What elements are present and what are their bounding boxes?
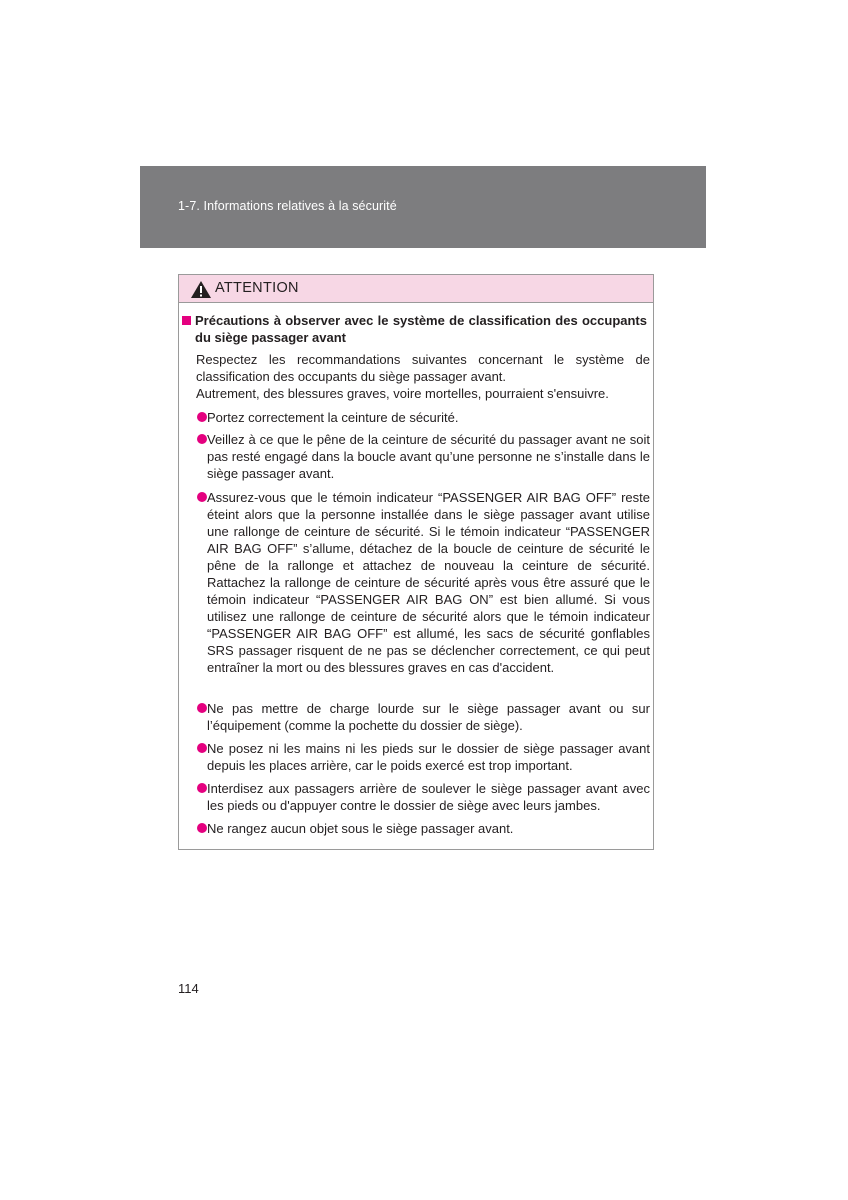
list-item: Veillez à ce que le pêne de la ceinture de sécurité du passager avant ne soit pas resté engagé dans la boucle avant qu’une personne ne s’installe dans le siège passager avant. [197,431,650,482]
list-item: Assurez-vous que le témoin indicateur “PASSENGER AIR BAG OFF” reste éteint alors que la personne installée dans le siège passager avant utilise une rallonge de ceinture de sécurité. Si le témoin indicateur “PASSENGER AIR BAG OFF” s’allume, détachez de la boucle de ceinture de sécurité le pêne de la rallonge et attachez de nouveau la ceinture de sécurité. Rattachez la rallonge de ceinture de sécurité après vous être assuré que le témoin indicateur “PASSENGER AIR BAG ON” est bien allumé. Si vous utilisez une rallonge de ceinture de sécurité alors que le témoin indicateur “PASSENGER AIR BAG OFF” est allumé, les sacs de sécurité gonflables SRS passager risquent de ne pas se déclencher correctement, ce qui peut entraîner la mort ou des blessures graves en cas d'accident. [197,489,650,676]
round-bullet-icon [197,703,207,713]
round-bullet-icon [197,412,207,422]
list-item: Ne rangez aucun objet sous le siège passager avant. [197,820,650,837]
list-item: Ne pas mettre de charge lourde sur le siège passager avant ou sur l’équipement (comme la pochette du dossier de siège). [197,700,650,734]
warning-triangle-icon [190,280,212,299]
attention-box [178,274,654,850]
round-bullet-icon [197,743,207,753]
chapter-header-band [140,166,706,248]
section-title: 1-7. Informations relatives à la sécurité [178,199,397,213]
round-bullet-icon [197,783,207,793]
attention-title: ATTENTION [215,280,299,296]
list-item: Portez correctement la ceinture de sécurité. [197,409,650,426]
round-bullet-icon [197,823,207,833]
square-bullet-icon [182,316,191,325]
round-bullet-icon [197,434,207,444]
list-item: Ne posez ni les mains ni les pieds sur le dossier de siège passager avant depuis les places arrière, car le poids exercé est trop important. [197,740,650,774]
round-bullet-icon [197,492,207,502]
list-item: Interdisez aux passagers arrière de soulever le siège passager avant avec les pieds ou d'appuyer contre le dossier de siège avec leurs jambes. [197,780,650,814]
page-number: 114 [178,981,199,996]
intro-paragraph [196,351,650,402]
intro-warning-text: Autrement, des blessures graves, voire mortelles, pourraient s'ensuivre. [196,386,609,401]
precaution-heading: Précautions à observer avec le système de classification des occupants du siège passager avant [195,312,651,346]
intro-text: Respectez les recommandations suivantes concernant le système de classification des occupants du siège passager avant. [196,352,650,384]
attention-header [179,275,653,303]
